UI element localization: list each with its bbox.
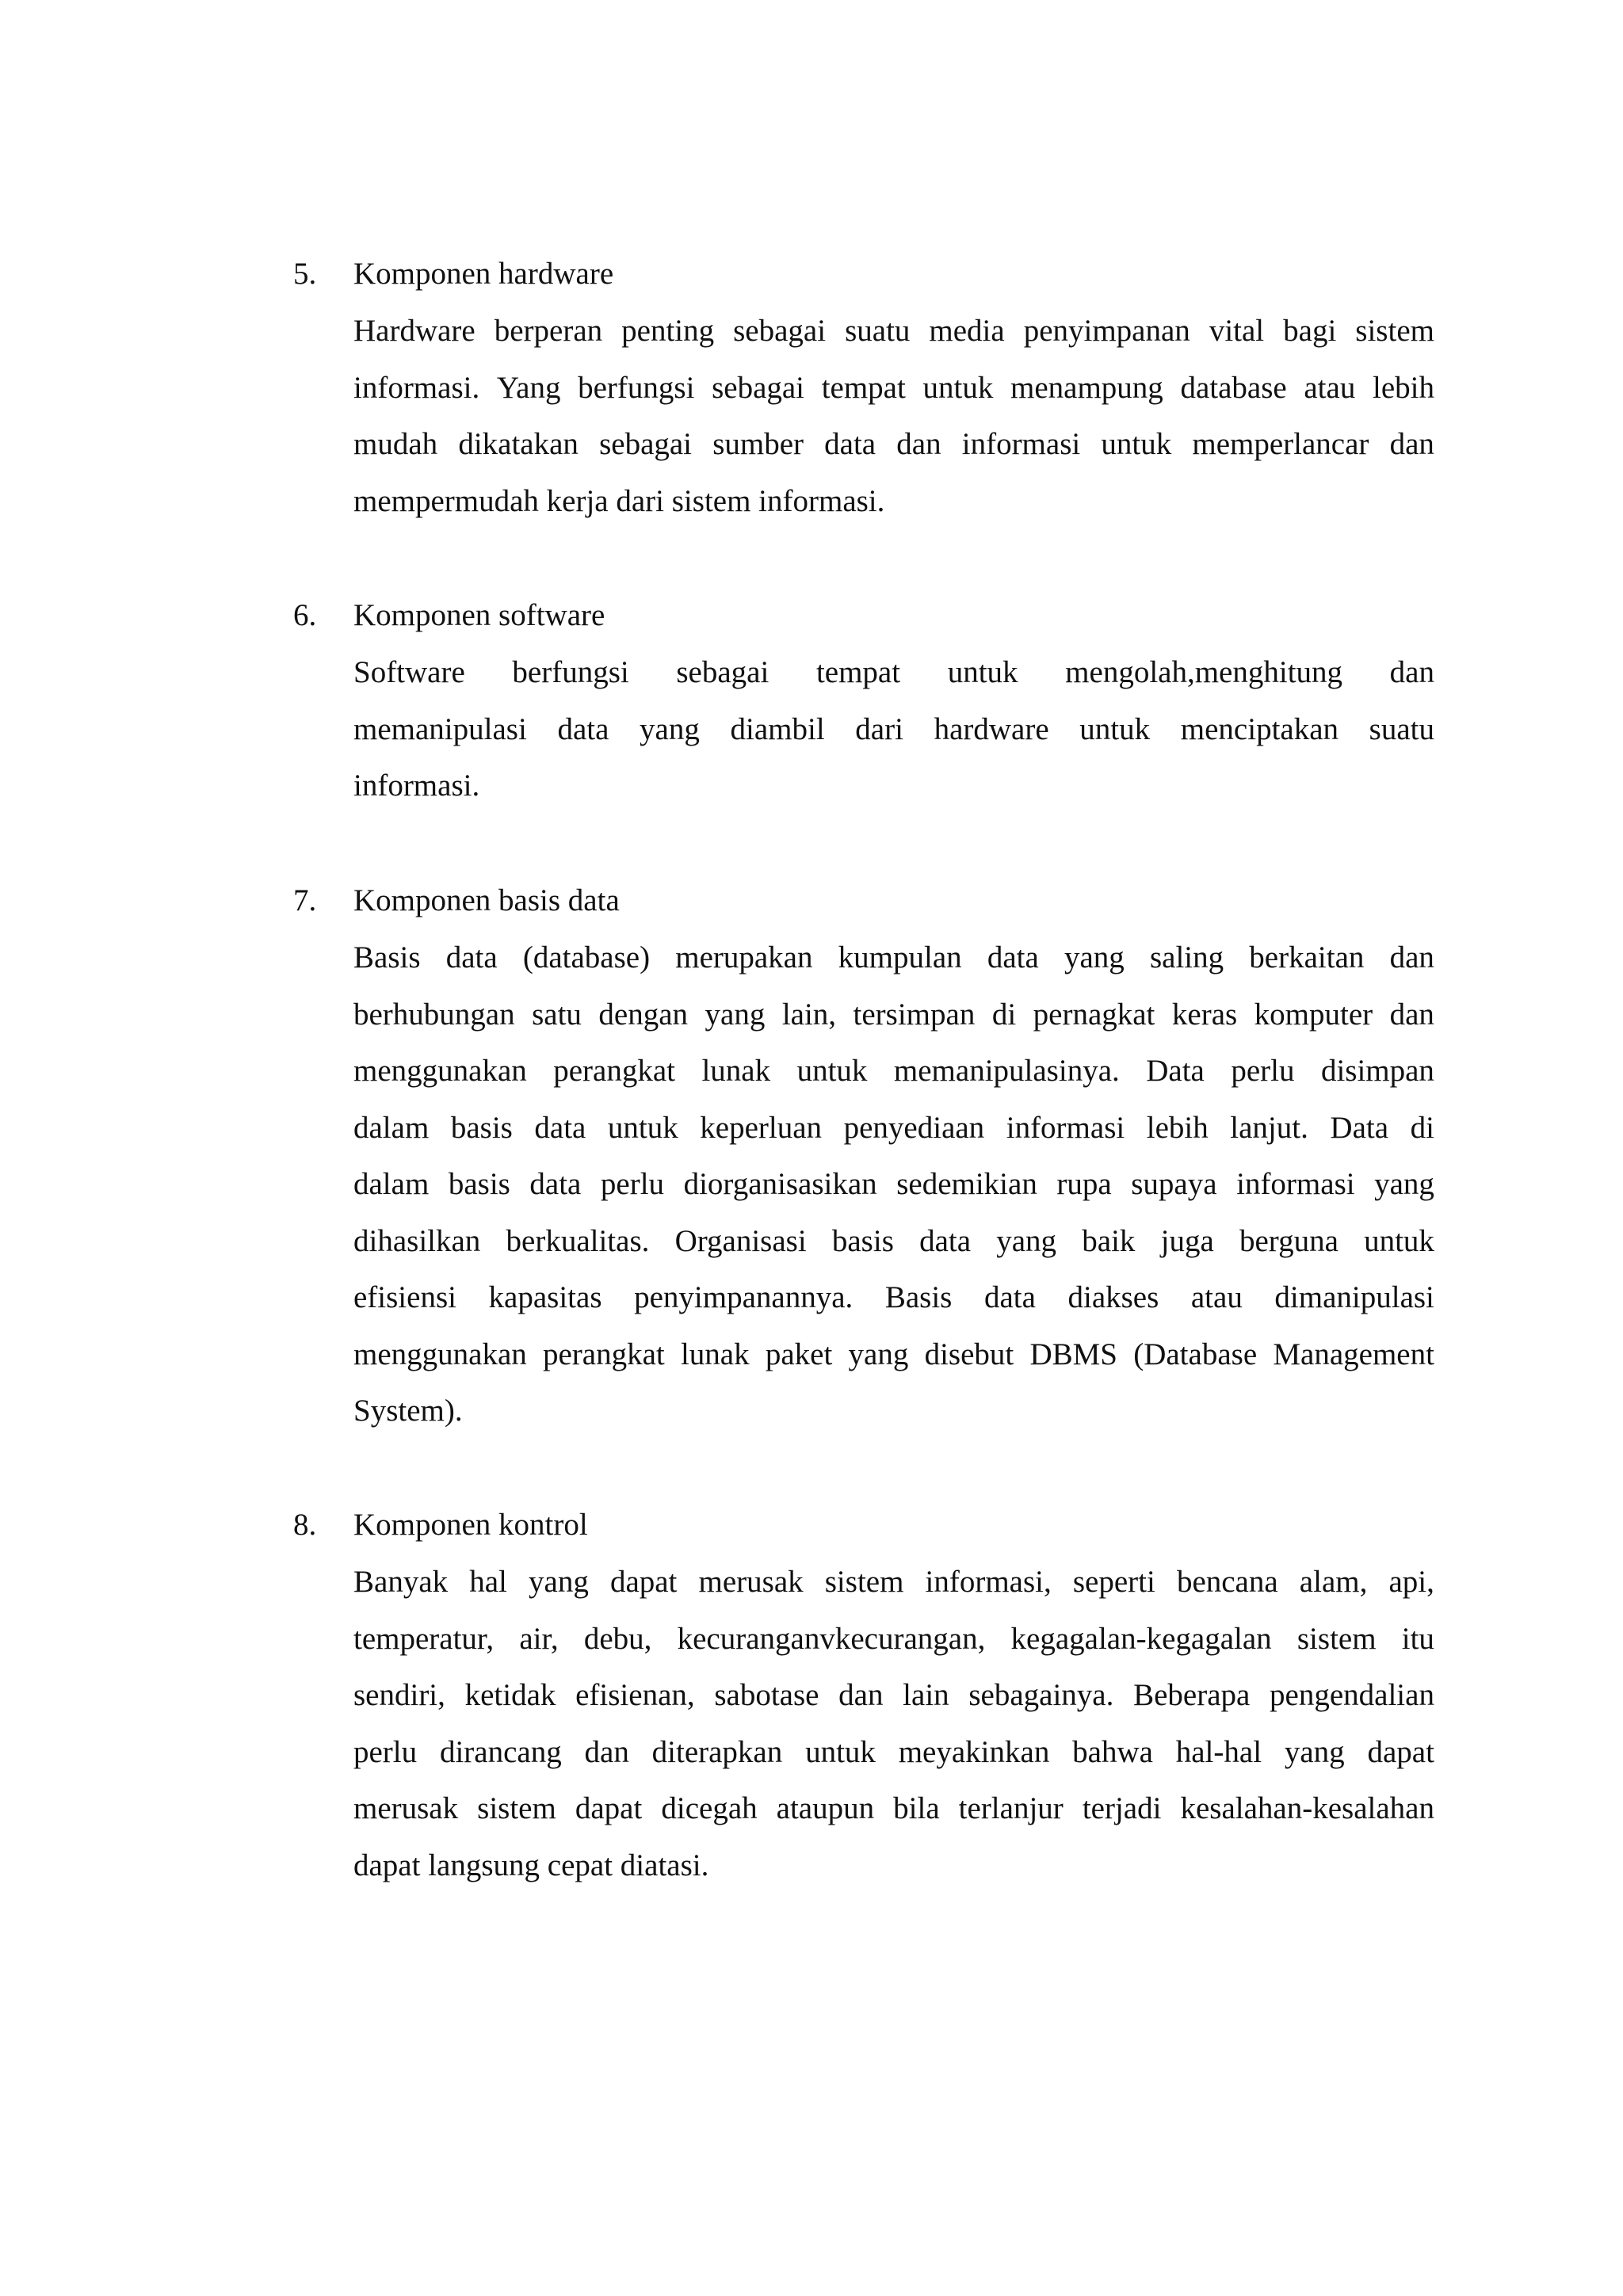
item-heading: Komponen software (353, 598, 605, 632)
paragraph-line: dalam basis data untuk keperluan penyediaan informasi lebih lanjut. Data di (353, 1110, 1434, 1145)
item-heading: Komponen kontrol (353, 1508, 588, 1542)
paragraph-line: Hardware berperan penting sebagai suatu media penyimpanan vital bagi sistem (353, 314, 1434, 348)
paragraph-line: Software berfungsi sebagai tempat untuk mengolah,menghitung dan (353, 655, 1434, 689)
paragraph-line: efisiensi kapasitas penyimpanannya. Basis data diakses atau dimanipulasi (353, 1280, 1434, 1314)
paragraph-line: mempermudah kerja dari sistem informasi. (353, 483, 885, 518)
list-item-control (293, 1497, 1434, 1894)
list-item-hardware (293, 246, 1434, 529)
paragraph-line: System). (353, 1394, 463, 1428)
paragraph-line: merusak sistem dapat dicegah ataupun bila terlanjur terjadi kesalahan-kesalahan (353, 1791, 1434, 1825)
item-paragraph (353, 644, 1434, 814)
paragraph-line: berhubungan satu dengan yang lain, tersimpan di pernagkat keras komputer dan (353, 997, 1434, 1032)
paragraph-line: dihasilkan berkualitas. Organisasi basis data yang baik juga berguna untuk (353, 1223, 1434, 1258)
list-item-database (293, 872, 1434, 1440)
paragraph-line: Basis data (database) merupakan kumpulan data yang saling berkaitan dan (353, 940, 1434, 974)
paragraph-line: mudah dikatakan sebagai sumber data dan informasi untuk memperlancar dan (353, 427, 1434, 461)
paragraph-line: perlu dirancang dan diterapkan untuk meyakinkan bahwa hal-hal yang dapat (353, 1734, 1434, 1769)
paragraph-line: dapat langsung cepat diatasi. (353, 1848, 709, 1882)
paragraph-line: informasi. (353, 769, 480, 803)
item-paragraph (353, 1554, 1434, 1894)
paragraph-line: menggunakan perangkat lunak untuk memanipulasinya. Data perlu disimpan (353, 1054, 1434, 1088)
list-number: 8. (293, 1508, 317, 1542)
paragraph-line: memanipulasi data yang diambil dari hardware untuk menciptakan suatu (353, 711, 1434, 746)
item-heading: Komponen basis data (353, 883, 620, 917)
paragraph-line: temperatur, air, debu, kecuranganvkecurangan, kegagalan-kegagalan sistem itu (353, 1621, 1434, 1656)
paragraph-line: Banyak hal yang dapat merusak sistem informasi, seperti bencana alam, api, (353, 1565, 1434, 1599)
paragraph-line: informasi. Yang berfungsi sebagai tempat untuk menampung database atau lebih (353, 370, 1434, 405)
paragraph-line: menggunakan perangkat lunak paket yang disebut DBMS (Database Management (353, 1337, 1434, 1371)
item-paragraph (353, 303, 1434, 529)
paragraph-line: sendiri, ketidak efisienan, sabotase dan lain sebagainya. Beberapa pengendalian (353, 1678, 1434, 1712)
list-number: 5. (293, 257, 317, 291)
paragraph-line: dalam basis data perlu diorganisasikan sedemikian rupa supaya informasi yang (353, 1167, 1434, 1201)
list-number: 6. (293, 598, 317, 632)
list-number: 7. (293, 883, 317, 917)
item-paragraph (353, 929, 1434, 1440)
list-item-software (293, 587, 1434, 814)
item-heading: Komponen hardware (353, 257, 614, 291)
